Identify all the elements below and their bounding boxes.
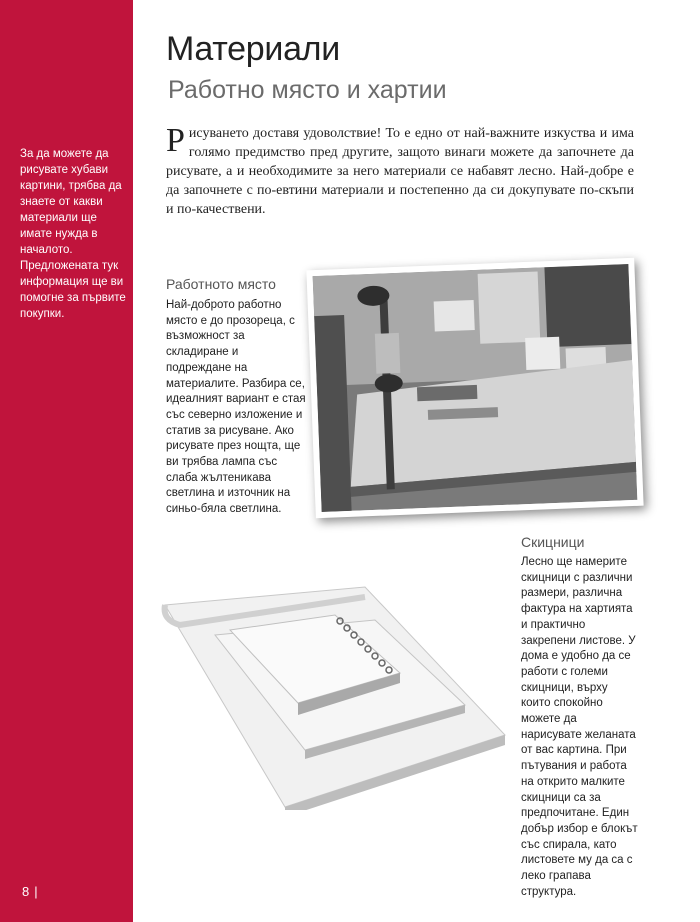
workspace-illustration: [313, 264, 638, 512]
workspace-body: Най-доброто работно място е до прозореца, с възможност за складиране и подреждане на материалите. Разбира се, идеалният вариант е стая със северно изложение и статив за рисуване. Ако рисувате през нощта, ще ви трябва лампа със слаба жълтеникава светлина и източник на синьо-бяла светлина.: [166, 299, 306, 516]
workspace-heading: Работното място: [166, 276, 276, 292]
page-title: Материали: [166, 30, 340, 68]
intro-paragraph: [166, 124, 634, 219]
drop-cap: Р: [166, 122, 185, 159]
sketchbooks-illustration: [160, 585, 510, 810]
sidebar-note: За да можете да рисувате хубави картини, трябва да знаете от какви материали ще имате нужда в началото. Предложената тук информация ще ви помогне за първите покупки.: [20, 148, 126, 320]
sidebar: [0, 0, 133, 922]
page-number-value: 8: [22, 884, 30, 899]
page-number-divider: |: [34, 884, 38, 899]
sketchbooks-heading: Скицници: [521, 534, 585, 550]
workspace-photo: [306, 258, 643, 518]
page-number: [22, 884, 38, 899]
page-subtitle: Работно място и хартии: [168, 76, 447, 104]
sketchbooks-body: Лесно ще намерите скицници с различни размери, различна фактура на хартията и практично закрепени листове. У дома е удобно да се работи с големи скицници, върху които спокойно можете да нарисувате желаната от вас картина. При пътувания и работа на открито малките скицници са за предпочитане. Един добър избор е блокът със спирала, като листовете му да са с леко грапава структура.: [521, 556, 638, 898]
intro-text: исуването доставя удоволствие! То е едно от най-важните изкуства и има голямо предимство пред другите, защото винаги можете да започнете да рисувате, а и необходимите за него материали се набавят лесно. Най-добре е да започнете с по-евтини материали и постепенно да си докупувате по-скъпи и по-качествени.: [166, 126, 634, 217]
